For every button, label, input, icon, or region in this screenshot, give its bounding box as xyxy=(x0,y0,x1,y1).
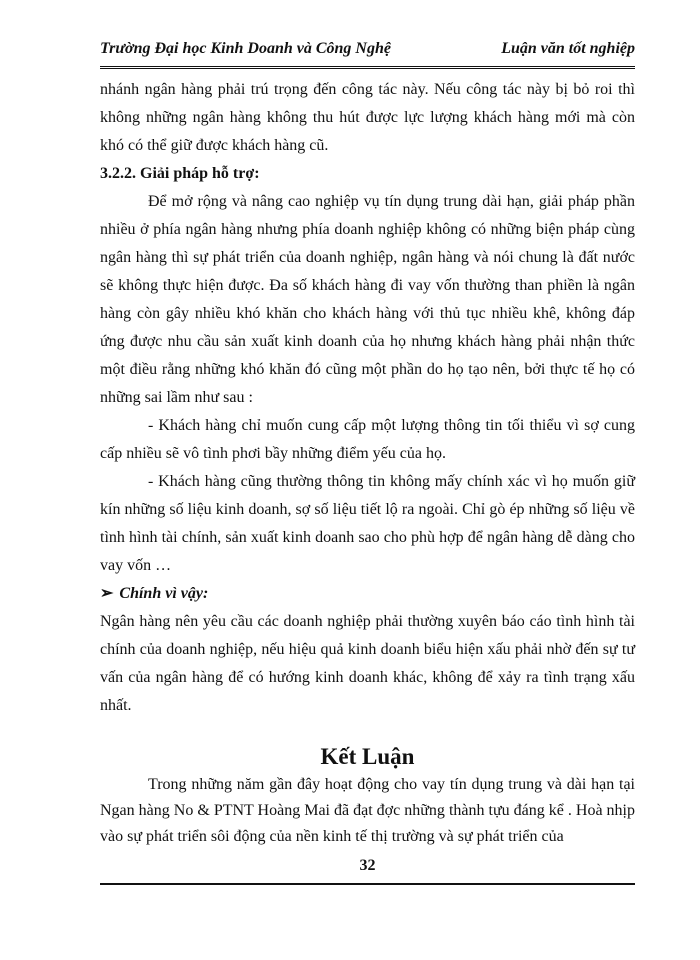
bullet-item-2: - Khách hàng cũng thường thông tin không mấy chính xác vì họ muốn giữ kín những số liệu kinh doanh, sợ số liệu tiết lộ ra ngoài. Chỉ gò ép những số liệu về tình hình tài chính, sản xuất kinh doanh sao cho phù hợp để ngân hàng dễ dàng cho vay vốn … xyxy=(100,473,635,574)
therefore-heading xyxy=(100,580,635,608)
paragraph-continued: nhánh ngân hàng phải trú trọng đến công tác này. Nếu công tác này bị bỏ roi thì không những ngân hàng không thu hút được lực lượng khách hàng mới mà còn khó có thể giữ được khách hàng cũ. xyxy=(100,81,635,154)
section-heading: 3.2.2. Giải pháp hỗ trợ: xyxy=(100,165,260,182)
conclusion-paragraph: Trong những năm gần đây hoạt động cho vay tín dụng trung và dài hạn tại Ngan hàng No & PTNT Hoàng Mai đã đạt đợc những thành tựu đáng kể . Hoà nhịp vào sự phát triển sôi động của nền kinh tế thị trường và sự phát triển của xyxy=(100,776,635,845)
page-number: 32 xyxy=(359,857,376,874)
conclusion-title: Kết Luận xyxy=(320,744,415,769)
header-university: Trường Đại học Kinh Doanh và Công Nghệ xyxy=(100,40,391,57)
therefore-heading-text: Chính vì vậy: xyxy=(119,585,209,602)
conclusion-section xyxy=(100,772,635,850)
arrow-bullet-icon: ➢ xyxy=(100,585,114,602)
paragraph-recommendation: Ngân hàng nên yêu cầu các doanh nghiệp phải thường xuyên báo cáo tình hình tài chính của doanh nghiệp, nếu hiệu quả kinh doanh biểu hiện xấu phải nhờ đến sự tư vấn của ngân hàng để có hướng kinh doanh khác, không để xảy ra tình trạng xấu nhất. xyxy=(100,613,635,714)
paragraph-support-solution: Để mở rộng và nâng cao nghiệp vụ tín dụng trung dài hạn, giải pháp phần nhiều ở phía ngân hàng nhưng phía doanh nghiệp không có những biện pháp cùng ngân hàng thì sự phát triển của doanh nghiệp, ngân hàng và nói chung là đất nước sẽ không thực hiện được. Đa số khách hàng đi vay vốn thường than phiền là ngân hàng còn gây nhiều khó khăn cho khách hàng với thủ tục nhiều khê, không đáp ứng được nhu cầu sản xuất kinh doanh của họ nhưng khách hàng phải nhận thức một điều rằng những khó khăn đó cũng một phần do họ tạo nên, bởi thực tế họ có những sai lầm như sau : xyxy=(100,193,635,406)
footer-rule xyxy=(100,883,635,885)
bullet-item-1: - Khách hàng chỉ muốn cung cấp một lượng thông tin tối thiểu vì sợ cung cấp nhiều sẽ vô tình phơi bầy những điểm yếu của họ. xyxy=(100,417,635,462)
header-rule xyxy=(100,66,635,72)
page-body xyxy=(100,76,635,720)
header-document-type: Luận văn tốt nghiệp xyxy=(501,40,635,57)
page-header xyxy=(100,36,635,66)
